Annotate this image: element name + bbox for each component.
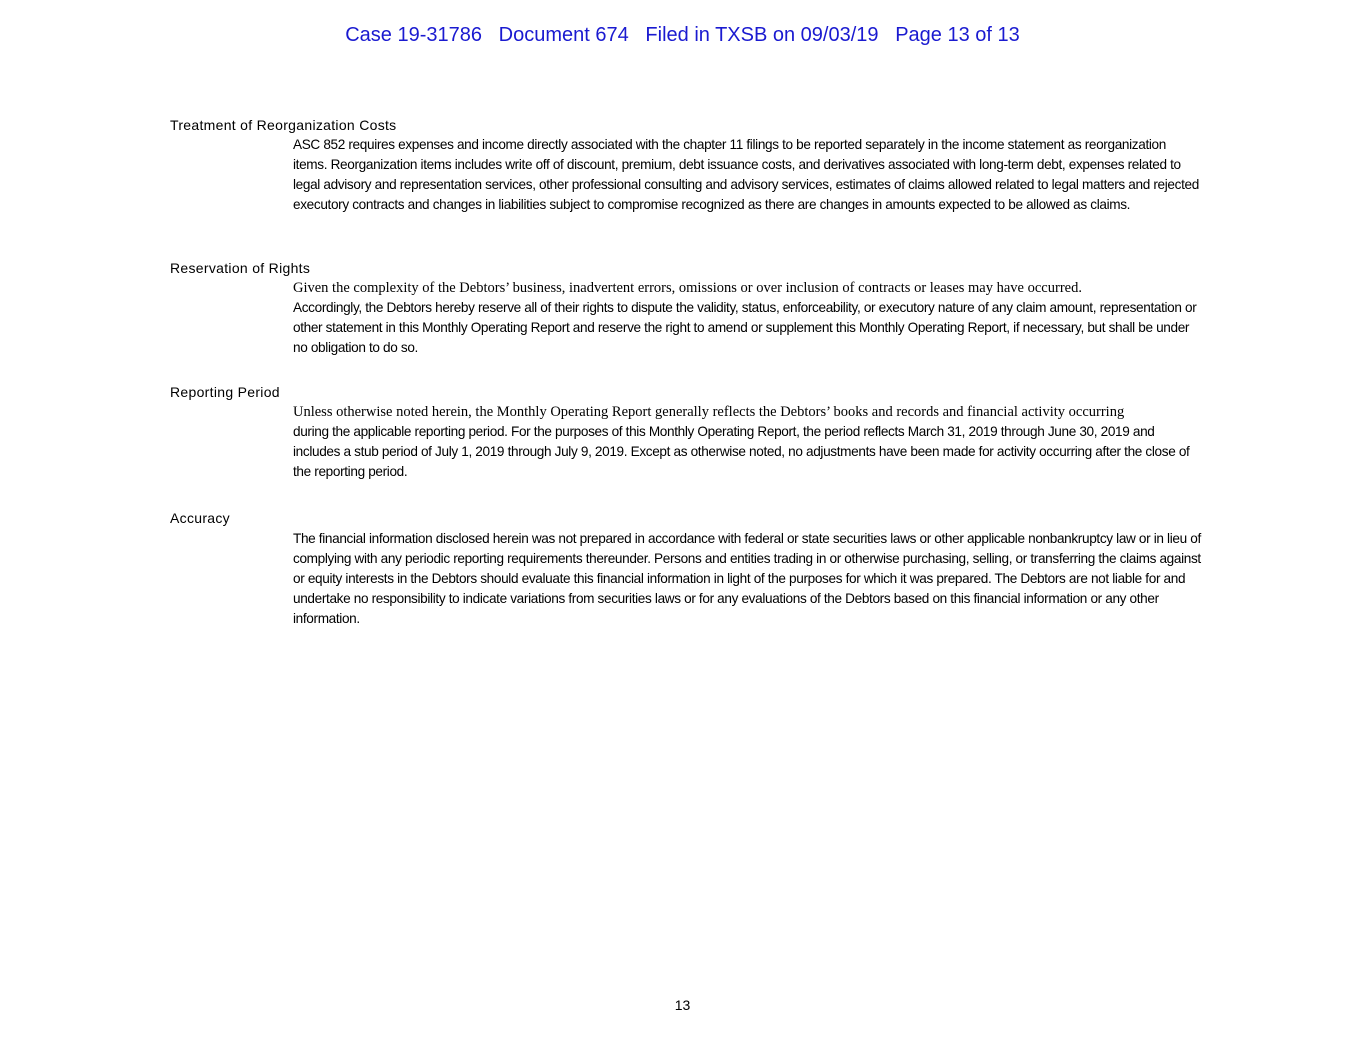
section-first-line: Unless otherwise noted herein, the Monthly Operating Report generally reflects the Debtors’ books and records and financial activity occurring	[293, 404, 1125, 420]
page-number: 13	[674, 997, 691, 1013]
section-body-container	[293, 278, 1203, 358]
section-heading: Reservation of Rights	[170, 260, 311, 276]
section-body-container	[293, 402, 1203, 482]
section-body: ASC 852 requires expenses and income directly associated with the chapter 11 filings to be reported separately in the income statement as reorganization items. Reorganization items includes write off of discount, premium, debt issuance costs, and derivatives associated with long-term debt, expenses related to legal advisory and representation services, other professional consulting and advisory services, estimates of claims allowed related to legal matters and rejected executory contracts and changes in liabilities subject to compromise recognized as there are changes in amounts expected to be allowed as claims.	[293, 137, 1199, 212]
section-first-line: Given the complexity of the Debtors’ business, inadvertent errors, omissions or over inclusion of contracts or leases may have occurred.	[293, 280, 1082, 296]
section-body: The financial information disclosed herein was not prepared in accordance with federal or state securities laws or other applicable nonbankruptcy law or in lieu of complying with any periodic reporting requirements thereunder. Persons and entities trading in or otherwise purchasing, selling, or transferring the claims against or equity interests in the Debtors should evaluate this financial information in light of the purposes for which it was prepared. The Debtors are not liable for and undertake no responsibility to indicate variations from securities laws or for any evaluations of the Debtors based on this financial information or any other information.	[293, 531, 1201, 626]
section-treatment-of-reorganization-costs	[170, 115, 1210, 215]
section-reservation-of-rights	[170, 258, 1210, 358]
section-heading: Reporting Period	[170, 384, 280, 400]
section-heading: Accuracy	[170, 510, 230, 526]
section-reporting-period	[170, 382, 1210, 482]
section-body: during the applicable reporting period. For the purposes of this Monthly Operating Report, the period reflects March 31, 2019 through June 30, 2019 and includes a stub period of July 1, 2019 through July 9, 2019. Except as otherwise noted, no adjustments have been made for activity occurring after the close of the reporting period.	[293, 424, 1190, 479]
section-body: Accordingly, the Debtors hereby reserve all of their rights to dispute the validity, status, enforceability, or executory nature of any claim amount, representation or other statement in this Monthly Operating Report and reserve the right to amend or supplement this Monthly Operating Report, if necessary, but shall be under no obligation to do so.	[293, 300, 1197, 355]
section-accuracy	[170, 508, 1210, 629]
case-header: Case 19-31786 Document 674 Filed in TXSB on 09/03/19 Page 13 of 13	[345, 24, 1020, 46]
section-heading: Treatment of Reorganization Costs	[170, 117, 397, 133]
